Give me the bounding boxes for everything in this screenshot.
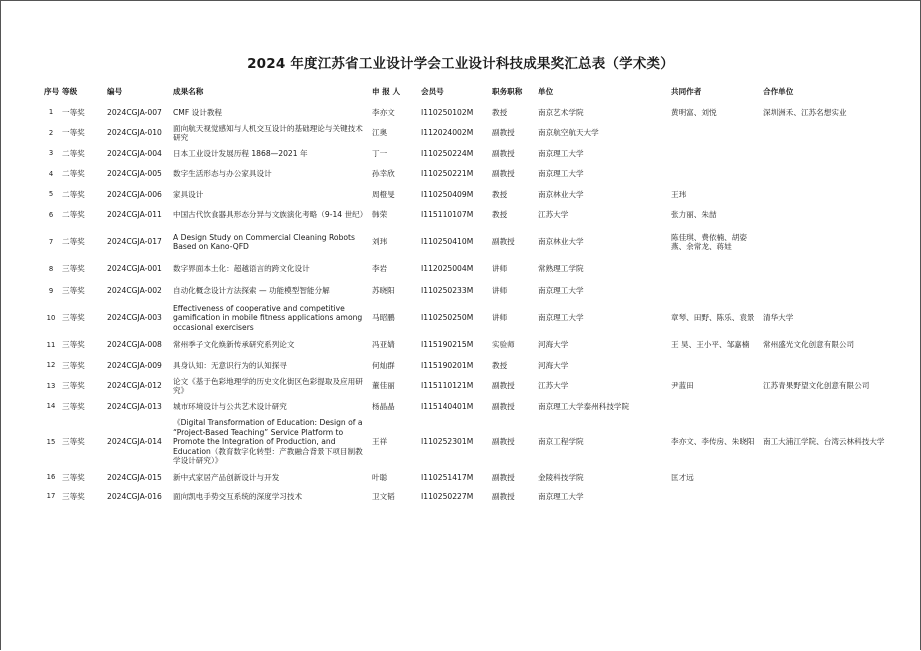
cell-name: 数字生活形态与办公家具设计	[173, 169, 272, 179]
cell-idx: 14	[46, 402, 56, 411]
table-row	[42, 163, 902, 185]
cell-rank: 副教授	[492, 148, 515, 158]
table-row	[42, 144, 902, 163]
cell-code: 2024CGJA-012	[107, 381, 162, 391]
cell-applicant: 刘玮	[372, 237, 388, 247]
cell-partner: 深圳洲禾、江苏名想实业	[763, 107, 847, 117]
cell-code: 2024CGJA-016	[107, 491, 162, 501]
table-row	[42, 416, 902, 468]
cell-award: 一等奖	[62, 128, 85, 138]
col-header-partner: 合作单位	[763, 87, 794, 97]
table-row	[42, 226, 902, 258]
cell-member: I110251417M	[421, 472, 474, 482]
cell-unit: 河海大学	[538, 360, 569, 370]
cell-coauthors: 王玮	[671, 189, 687, 199]
col-header-coauthors: 共同作者	[671, 87, 702, 97]
cell-code: 2024CGJA-006	[107, 189, 162, 199]
cell-applicant: 李亦文	[372, 107, 395, 117]
cell-partner	[761, 185, 902, 204]
cell-coauthors: 黄明富、刘悦	[671, 107, 717, 117]
cell-code: 2024CGJA-001	[107, 264, 162, 274]
cell-coauthors: 章琴、田野、陈乐、袁景	[671, 313, 755, 323]
cell-rank: 讲师	[492, 264, 508, 274]
cell-code: 2024CGJA-005	[107, 169, 162, 179]
cell-code: 2024CGJA-003	[107, 313, 162, 323]
cell-name: 数字界面本土化：超越语言的跨文化设计	[173, 264, 310, 274]
cell-rank: 副教授	[492, 491, 515, 501]
cell-idx: 17	[46, 492, 56, 501]
cell-partner: 江苏青果野望文化创意有限公司	[763, 381, 870, 391]
cell-partner: 南工大浦江学院、台湾云林科技大学	[763, 437, 885, 447]
cell-name: Effectiveness of cooperative and competitive gamification in mobile fitness applications among occasional exercisers	[173, 303, 363, 332]
cell-applicant: 杨晶晶	[372, 401, 395, 411]
cell-unit: 南京艺术学院	[538, 107, 584, 117]
table-row	[42, 302, 902, 334]
cell-idx: 2	[48, 128, 54, 137]
cell-name: 具身认知：无意识行为的认知探寻	[173, 360, 287, 370]
cell-unit: 南京理工大学	[538, 169, 584, 179]
cell-applicant: 苏晓阳	[372, 286, 395, 296]
cell-rank: 副教授	[492, 401, 515, 411]
cell-coauthors	[669, 356, 761, 375]
cell-name: 《Digital Transformation of Education: Design of a “Project-Based Teaching” Service Platform to Promote the Integration of Production, and Education（教育数字化转型：产教融合背景下项目制教学设计研究）》	[173, 418, 363, 466]
page-title: 2024 年度江苏省工业设计学会工业设计科技成果奖汇总表（学术类）	[247, 56, 674, 72]
cell-rank: 教授	[492, 360, 508, 370]
cell-member: I110250409M	[421, 189, 474, 199]
cell-award: 三等奖	[62, 401, 85, 411]
cell-name: 面向航天视觉感知与人机交互设计的基础理论与关键技术研究	[173, 123, 363, 142]
cell-idx: 12	[46, 361, 56, 370]
cell-partner	[761, 468, 902, 487]
cell-code: 2024CGJA-008	[107, 340, 162, 350]
cell-rank: 实验师	[492, 340, 515, 350]
cell-coauthors	[669, 163, 761, 185]
cell-unit: 南京理工大学泰州科技学院	[538, 401, 630, 411]
cell-rank: 副教授	[492, 169, 515, 179]
cell-rank: 教授	[492, 107, 508, 117]
cell-member: I110250227M	[421, 491, 474, 501]
table-row	[42, 103, 902, 122]
cell-award: 二等奖	[62, 237, 85, 247]
cell-unit: 南京航空航天大学	[538, 128, 599, 138]
cell-applicant: 何灿群	[372, 360, 395, 370]
cell-unit: 南京林业大学	[538, 237, 584, 247]
cell-name: 论文《基于色彩地理学的历史文化街区色彩提取及应用研究》	[173, 376, 363, 395]
cell-idx: 15	[46, 437, 56, 446]
cell-award: 一等奖	[62, 107, 85, 117]
cell-name: 自动化概念设计方法探索 — 功能模型智能分解	[173, 286, 330, 296]
cell-rank: 教授	[492, 189, 508, 199]
cell-member: I110250221M	[421, 169, 474, 179]
cell-coauthors: 陈佳琪、费依楠、胡姿燕、余常龙、蒋娃	[671, 232, 747, 251]
cell-idx: 11	[46, 340, 56, 349]
cell-idx: 8	[48, 264, 54, 273]
col-header-unit: 单位	[538, 87, 554, 97]
cell-member: I115110121M	[421, 381, 474, 391]
col-header-code: 编号	[107, 87, 123, 97]
cell-name: CMF 设计教程	[173, 107, 223, 117]
col-header-name: 成果名称	[173, 87, 204, 97]
cell-partner	[761, 356, 902, 375]
cell-coauthors: 张力丽、朱喆	[671, 210, 717, 220]
cell-applicant: 韩荣	[372, 210, 388, 220]
table-row	[42, 258, 902, 280]
cell-member: I112025004M	[421, 264, 474, 274]
cell-rank: 副教授	[492, 437, 515, 447]
cell-name: 家具设计	[173, 189, 204, 199]
cell-unit: 河海大学	[538, 340, 569, 350]
cell-code: 2024CGJA-013	[107, 401, 162, 411]
cell-code: 2024CGJA-002	[107, 286, 162, 296]
cell-name: 新中式家居产品创新设计与开发	[173, 472, 280, 482]
cell-partner	[761, 258, 902, 280]
cell-unit: 江苏大学	[538, 210, 569, 220]
cell-name: 城市环境设计与公共艺术设计研究	[173, 401, 287, 411]
cell-rank: 副教授	[492, 381, 515, 391]
cell-unit: 南京理工大学	[538, 286, 584, 296]
cell-partner	[761, 122, 902, 144]
cell-coauthors	[669, 122, 761, 144]
cell-idx: 7	[48, 237, 54, 246]
cell-applicant: 周橙旻	[372, 189, 395, 199]
cell-award: 三等奖	[62, 286, 85, 296]
col-header-member: 会员号	[421, 87, 444, 97]
cell-coauthors: 尹蓝田	[671, 381, 694, 391]
table-row	[42, 122, 902, 144]
cell-applicant: 卫文韬	[372, 491, 395, 501]
cell-rank: 副教授	[492, 128, 515, 138]
table-row	[42, 204, 902, 226]
table-row	[42, 487, 902, 506]
cell-award: 二等奖	[62, 189, 85, 199]
cell-idx: 6	[48, 210, 54, 219]
cell-award: 三等奖	[62, 360, 85, 370]
cell-member: I115190215M	[421, 340, 474, 350]
table-row	[42, 397, 902, 416]
cell-coauthors	[669, 397, 761, 416]
cell-partner	[761, 144, 902, 163]
cell-idx: 1	[48, 108, 54, 117]
cell-partner	[761, 397, 902, 416]
cell-rank: 讲师	[492, 286, 508, 296]
cell-applicant: 冯亚婧	[372, 340, 395, 350]
cell-coauthors: 王 昊、王小平、邹嘉楠	[671, 340, 750, 350]
cell-partner	[761, 226, 902, 258]
cell-coauthors	[669, 144, 761, 163]
cell-unit: 常熟理工学院	[538, 264, 584, 274]
cell-award: 二等奖	[62, 148, 85, 158]
cell-partner	[761, 204, 902, 226]
cell-code: 2024CGJA-015	[107, 472, 162, 482]
cell-coauthors	[669, 487, 761, 506]
table-row	[42, 468, 902, 487]
cell-code: 2024CGJA-014	[107, 437, 162, 447]
cell-member: I110250224M	[421, 148, 474, 158]
cell-member: I115190201M	[421, 360, 474, 370]
cell-name: 日本工业设计发展历程 1868—2021 年	[173, 148, 308, 158]
cell-code: 2024CGJA-017	[107, 237, 162, 247]
cell-award: 二等奖	[62, 169, 85, 179]
cell-applicant: 李岩	[372, 264, 388, 274]
cell-name: A Design Study on Commercial Cleaning Robots Based on Kano-QFD	[173, 232, 355, 251]
cell-name: 面向凯电手势交互系统的深度学习技术	[173, 491, 303, 501]
cell-member: I110250410M	[421, 237, 474, 247]
cell-award: 二等奖	[62, 210, 85, 220]
cell-partner: 清华大学	[763, 313, 794, 323]
cell-applicant: 江奥	[372, 128, 388, 138]
cell-applicant: 董佳丽	[372, 381, 395, 391]
table-row	[42, 356, 902, 375]
cell-idx: 16	[46, 473, 56, 482]
cell-applicant: 叶聪	[372, 472, 388, 482]
cell-applicant: 王祥	[372, 437, 388, 447]
cell-coauthors: 李亦文、李传房、朱晓阳	[671, 437, 755, 447]
cell-partner: 常州盛光文化创意有限公司	[763, 340, 855, 350]
table-row	[42, 185, 902, 204]
col-header-applicant: 申 报 人	[372, 87, 401, 97]
cell-member: I110252301M	[421, 437, 474, 447]
cell-idx: 10	[46, 313, 56, 322]
cell-partner	[761, 280, 902, 302]
cell-unit: 金陵科技学院	[538, 472, 584, 482]
cell-unit: 南京理工大学	[538, 313, 584, 323]
cell-idx: 3	[48, 149, 54, 158]
cell-award: 三等奖	[62, 472, 85, 482]
cell-name: 中国古代饮食器具形态分异与文族演化考略（9-14 世纪）	[173, 210, 368, 220]
cell-applicant: 孙幸欣	[372, 169, 395, 179]
cell-award: 三等奖	[62, 313, 85, 323]
cell-award: 三等奖	[62, 264, 85, 274]
cell-idx: 4	[48, 169, 54, 178]
table-row	[42, 375, 902, 397]
cell-code: 2024CGJA-010	[107, 128, 162, 138]
cell-award: 三等奖	[62, 340, 85, 350]
cell-member: I110250250M	[421, 313, 474, 323]
cell-coauthors	[669, 280, 761, 302]
cell-member: I112024002M	[421, 128, 474, 138]
cell-rank: 讲师	[492, 313, 508, 323]
cell-unit: 南京理工大学	[538, 491, 584, 501]
cell-member: I110250102M	[421, 107, 474, 117]
col-header-idx: 序号	[44, 87, 60, 97]
awards-table	[42, 83, 902, 506]
cell-applicant: 丁一	[372, 148, 388, 158]
cell-unit: 南京理工大学	[538, 148, 584, 158]
cell-unit: 江苏大学	[538, 381, 569, 391]
cell-partner	[761, 487, 902, 506]
cell-code: 2024CGJA-009	[107, 360, 162, 370]
cell-award: 三等奖	[62, 491, 85, 501]
cell-rank: 副教授	[492, 472, 515, 482]
cell-unit: 南京工程学院	[538, 437, 584, 447]
table-row	[42, 280, 902, 302]
cell-coauthors: 匡才远	[671, 472, 694, 482]
table-row	[42, 334, 902, 356]
cell-unit: 南京林业大学	[538, 189, 584, 199]
cell-member: I110250233M	[421, 286, 474, 296]
cell-rank: 副教授	[492, 237, 515, 247]
cell-name: 常州季子文化焕新传承研究系列论文	[173, 340, 295, 350]
cell-idx: 5	[48, 190, 54, 199]
cell-code: 2024CGJA-007	[107, 107, 162, 117]
col-header-rank: 职务职称	[492, 87, 523, 97]
table-header-row	[42, 83, 902, 103]
cell-member: I115140401M	[421, 401, 474, 411]
cell-code: 2024CGJA-004	[107, 148, 162, 158]
cell-rank: 教授	[492, 210, 508, 220]
cell-member: I115110107M	[421, 210, 474, 220]
cell-award: 三等奖	[62, 381, 85, 391]
cell-coauthors	[669, 258, 761, 280]
cell-award: 三等奖	[62, 437, 85, 447]
col-header-award: 等级	[62, 87, 78, 97]
cell-applicant: 马昭鹏	[372, 313, 395, 323]
cell-idx: 9	[48, 286, 54, 295]
cell-code: 2024CGJA-011	[107, 210, 162, 220]
cell-partner	[761, 163, 902, 185]
cell-idx: 13	[46, 381, 56, 390]
